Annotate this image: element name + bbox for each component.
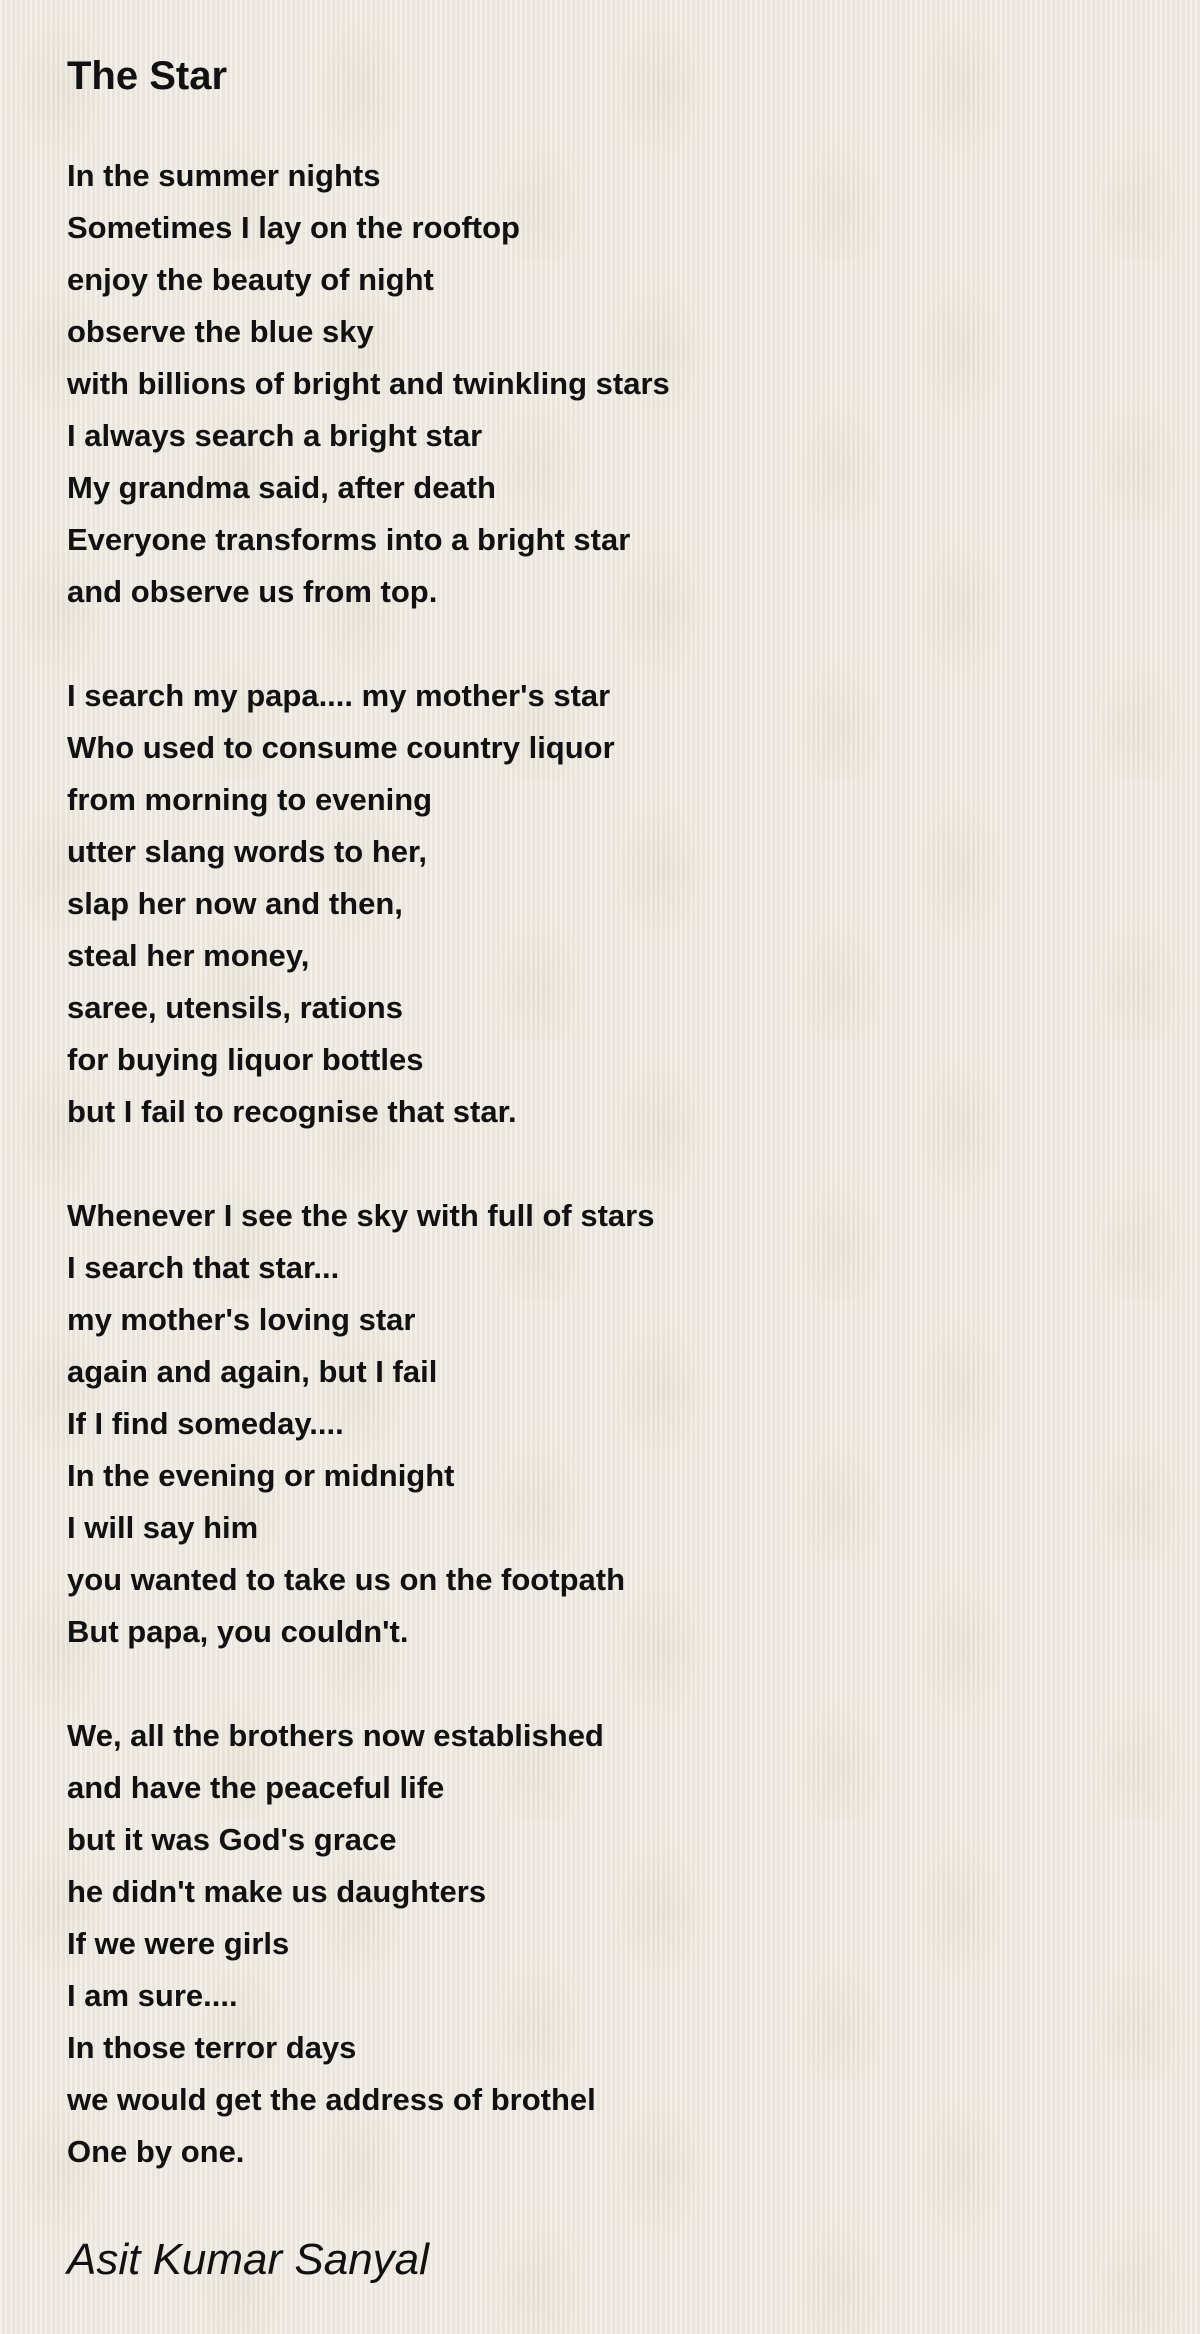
poem-line: steal her money, [67,938,310,973]
poem-line: saree, utensils, rations [67,990,403,1025]
poem-line: but it was God's grace [67,1822,397,1857]
poem-line: In the evening or midnight [67,1458,455,1493]
poem-line: he didn't make us daughters [67,1874,487,1909]
poem-line: I will say him [67,1510,259,1545]
poem-line: from morning to evening [67,782,433,817]
poem-line: If I find someday.... [67,1406,344,1441]
poem-line: I search my papa.... my mother's star [67,678,611,713]
poem-line: and have the peaceful life [67,1770,445,1805]
poem-line: One by one. [67,2134,245,2169]
poem-line: again and again, but I fail [67,1354,438,1389]
poem-line: for buying liquor bottles [67,1042,424,1077]
poem-line: I search that star... [67,1250,340,1285]
poem-line: If we were girls [67,1926,290,1961]
stanza-4 [67,1710,1167,2178]
stanza-2 [67,670,1167,1138]
poem-line: utter slang words to her, [67,834,427,869]
stanza-3 [67,1190,1167,1658]
poem-line: my mother's loving star [67,1302,416,1337]
poem-line: I am sure.... [67,1978,238,2013]
poem-line: you wanted to take us on the footpath [67,1562,625,1597]
poem-body [67,150,1167,2178]
stanza-1 [67,150,1167,618]
poem-line: Who used to consume country liquor [67,730,615,765]
poem-author: Asit Kumar Sanyal [67,2235,429,2284]
poem-line: but I fail to recognise that star. [67,1094,517,1129]
poem-line: In the summer nights [67,158,381,193]
stanza-divider [67,1658,1167,1710]
poem-line: enjoy the beauty of night [67,262,434,297]
poem-line: slap her now and then, [67,886,403,921]
stanza-divider [67,618,1167,670]
poem-line: observe the blue sky [67,314,374,349]
poem-line: I always search a bright star [67,418,483,453]
poem-line: Whenever I see the sky with full of stars [67,1198,655,1233]
poem-line: and observe us from top. [67,574,438,609]
poem-line: But papa, you couldn't. [67,1614,409,1649]
poem-line: Sometimes I lay on the rooftop [67,210,520,245]
poem-line: We, all the brothers now established [67,1718,604,1753]
poem-title: The Star [67,54,228,98]
poem-line: with billions of bright and twinkling stars [67,366,670,401]
poem-line: In those terror days [67,2030,357,2065]
stanza-divider [67,1138,1167,1190]
poem-line: Everyone transforms into a bright star [67,522,631,557]
poem-line: we would get the address of brothel [67,2082,596,2117]
poem-line: My grandma said, after death [67,470,496,505]
